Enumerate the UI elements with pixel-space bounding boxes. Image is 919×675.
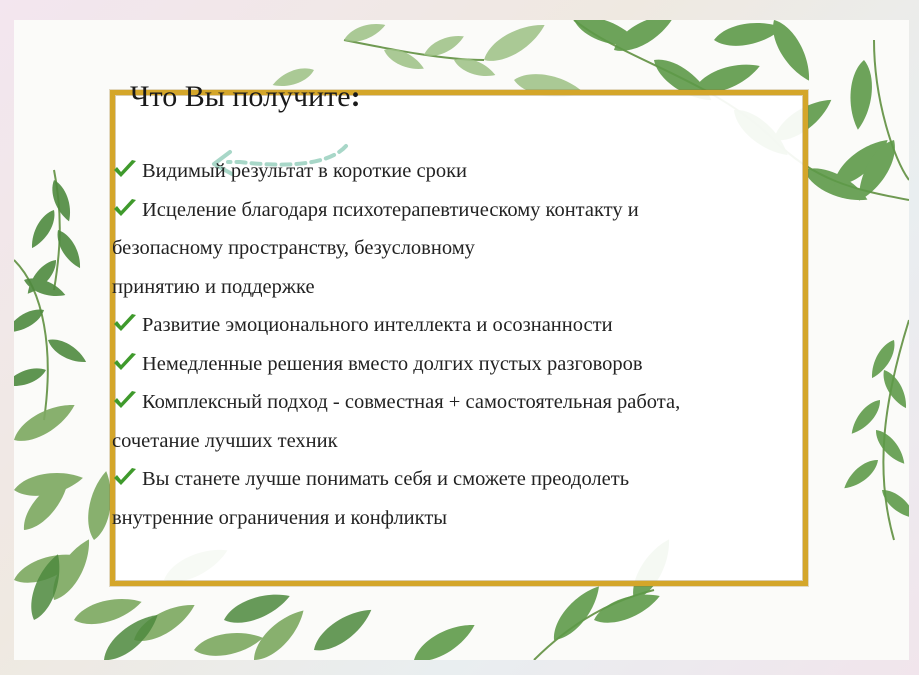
benefit-text: Развитие эмоционального интеллекта и осознанности xyxy=(142,314,613,336)
benefit-item xyxy=(112,345,792,384)
benefit-item xyxy=(112,306,792,345)
check-icon xyxy=(112,198,138,218)
benefit-item-continuation xyxy=(112,229,792,268)
benefit-text: безопасному пространству, безусловному xyxy=(112,237,475,259)
check-icon xyxy=(112,159,138,179)
benefit-item-continuation xyxy=(112,422,792,461)
benefit-item-continuation xyxy=(112,268,792,307)
check-icon xyxy=(112,390,138,410)
benefit-item xyxy=(112,191,792,230)
benefit-text: Комплексный подход - совместная + самостоятельная работа, xyxy=(142,391,681,413)
benefit-item xyxy=(112,460,792,499)
benefit-text: Видимый результат в короткие сроки xyxy=(142,160,468,182)
benefit-list xyxy=(112,152,792,537)
check-icon xyxy=(112,352,138,372)
check-icon xyxy=(112,467,138,487)
benefit-text: Исцеление благодаря психотерапевтическому контакту и xyxy=(142,198,639,221)
benefit-item xyxy=(112,383,792,422)
title-colon: : xyxy=(350,80,361,113)
benefit-text: принятию и поддержке xyxy=(112,275,315,298)
benefit-item-continuation xyxy=(112,499,792,538)
title-text: Что Вы получите xyxy=(130,80,351,113)
benefit-text: внутренние ограничения и конфликты xyxy=(112,506,448,529)
page-title xyxy=(130,80,361,114)
check-icon xyxy=(112,313,138,333)
benefit-text: Немедленные решения вместо долгих пустых разговоров xyxy=(142,352,643,375)
benefit-item xyxy=(112,152,792,191)
benefit-text: сочетание лучших техник xyxy=(112,429,338,452)
benefit-text: Вы станете лучше понимать себя и сможете преодолеть xyxy=(142,468,630,490)
